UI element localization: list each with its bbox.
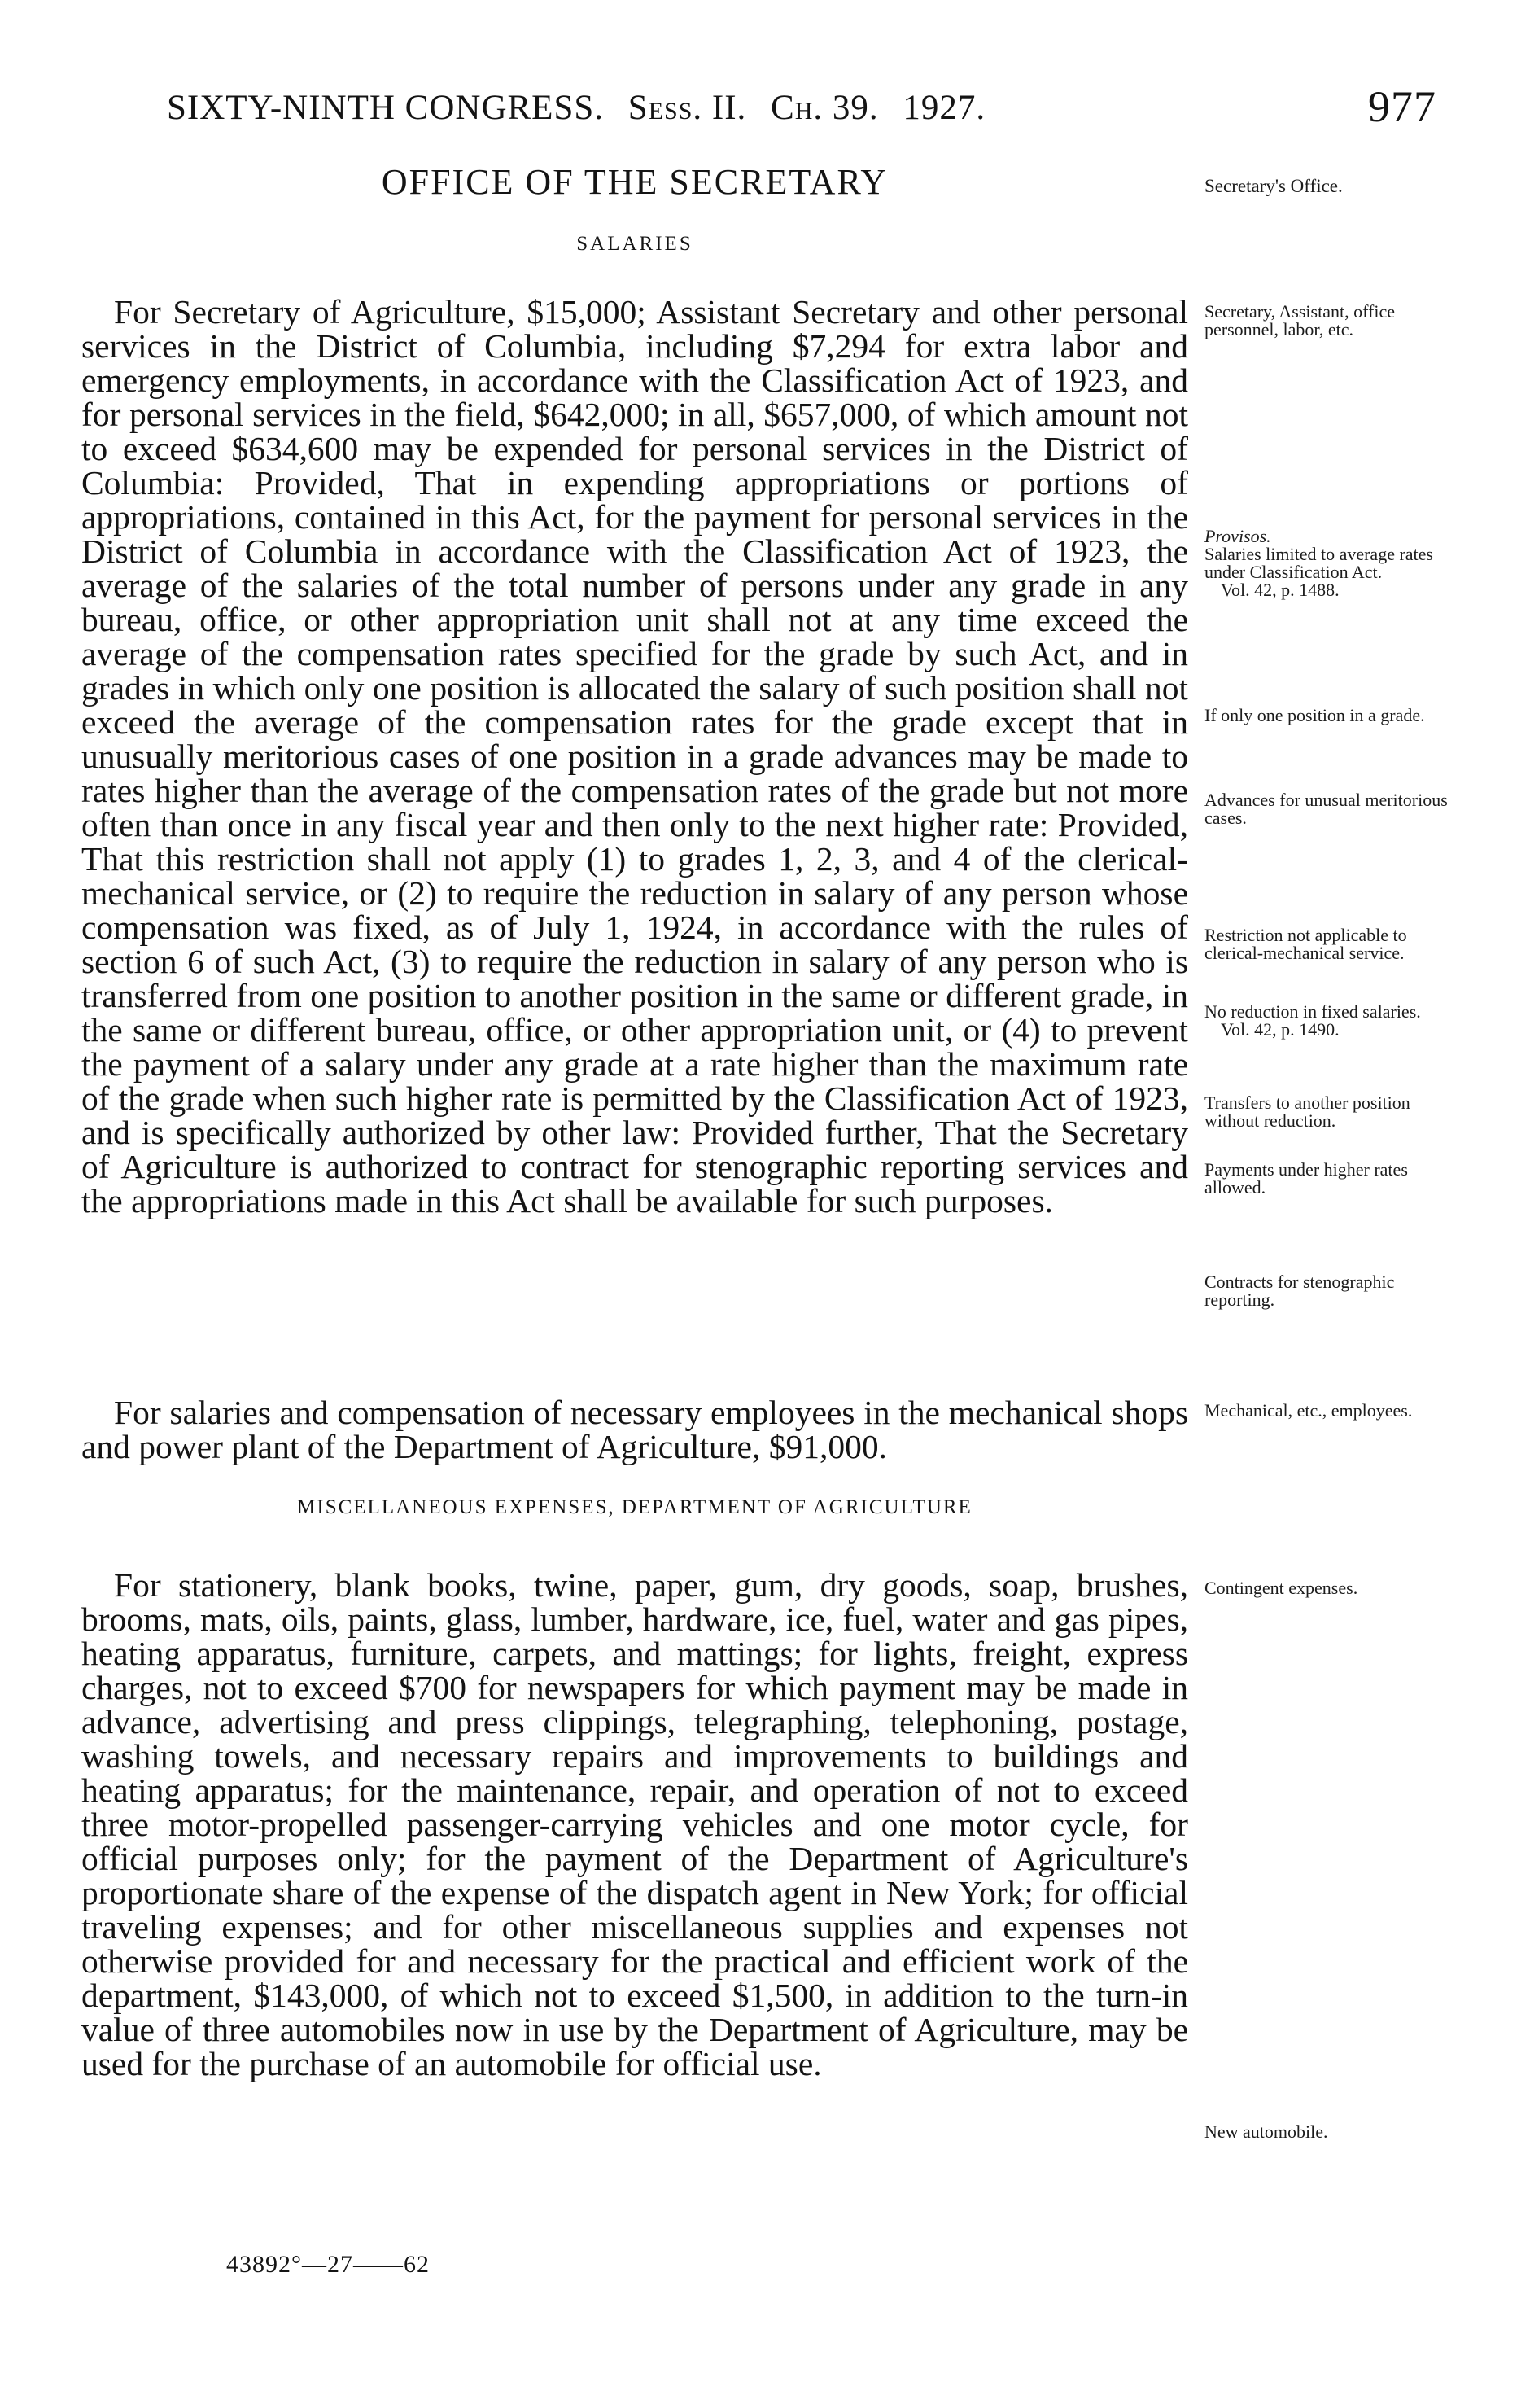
no-reduction-note: No reduction in fixed salaries. (1204, 1001, 1421, 1022)
salaries-paragraph: For Secretary of Agriculture, $15,000; Assistant Secretary and other personal services in the District of Columbia, including $7,294 for extra labor and emergency employments, in accordance with the Classification Act of 1923, and for personal services in the field, $642,000; in all, $657,000, of which amount not to exceed $634,600 may be expended for personal services in the District of Columbia: Provided, That in expending appropriations or portions of appropriations, contained in this Act, for the payment for personal services in the District of Columbia in accordance with the Classification Act of 1923, the average of the salaries of the total number of persons under any grade in any bureau, office, or other appropriation unit shall not at any time exceed the average of the compensation rates specified for the grade by such Act, and in grades in which only one position is allocated the salary of such position shall not exceed the average of the compensation rates for the grade except that in unusually meritorious cases of one position in a grade advances may be made to rates higher than the average of the compensation rates of the grade but not more often than once in any fiscal year and then only to the next higher rate: Provided, That this restriction shall not apply (1) to grades 1, 2, 3, and 4 of the clerical-mechanical service, or (2) to require the reduction in salary of any person whose compensation was fixed, as of July 1, 1924, in accordance with the rules of section 6 of such Act, (3) to require the reduction in salary of any person who is transferred from one position to another position in the same or different grade, in the same or different bureau, office, or other appropriation unit, or (4) to prevent the payment of a salary under any grade at a rate higher than the maximum rate of the grade when such higher rate is permitted by the Classification Act of 1923, and is specifically authorized by other law: Provided further, That the Secretary of Agriculture is authorized to contract for stenographic reporting services and the appropriations made in this Act shall be available for such purposes. (81, 293, 1188, 1219)
margin-note-contingent: Contingent expenses. (1204, 1578, 1358, 1598)
running-head-citation (167, 88, 1000, 128)
margin-note-mechanical: Mechanical, etc., employees. (1204, 1400, 1413, 1421)
margin-note-contracts: Contracts for stenographic reporting. (1204, 1272, 1395, 1310)
page-number: 977 (1368, 82, 1436, 131)
chapter-label: Ch. 39. (771, 89, 879, 127)
margin-note-secretary-staff: Secretary, Assistant, office personnel, labor, etc. (1204, 301, 1395, 339)
printer-signature: 43892°—27——62 (226, 2251, 430, 2278)
salaries-limited-reference: Vol. 42, p. 1488. (1221, 580, 1340, 600)
misc-expenses-paragraph: For stationery, blank books, twine, paper, gum, dry goods, soap, brushes, brooms, mats, oils, paints, glass, lumber, hardware, ice, fuel, water and gas pipes, heating apparatus, furniture, carpets, and mattings; for lights, freight, express charges, not to exceed $700 for newspapers for which payment may be made in advance, advertising and press clippings, telegraphing, telephoning, postage, washing towels, and necessary repairs and improvements to buildings and heating apparatus; for the maintenance, repair, and operation of not to exceed three motor-propelled passenger-carrying vehicles and one motor cycle, for official purposes only; for the payment of the Department of Agriculture's proportionate share of the expense of the dispatch agent in New York; for official traveling expenses; and for other miscellaneous supplies and expenses not otherwise provided for and necessary for the practical and efficient work of the department, $143,000, of which not to exceed $1,500, in addition to the turn-in value of three automobiles now in use by the Department of Agriculture, may be used for the purchase of an automobile for official use. (81, 1566, 1188, 2082)
margin-note-higher-rates: Payments under higher rates allowed. (1204, 1159, 1408, 1197)
margin-note-automobile: New automobile. (1204, 2121, 1328, 2142)
running-head (167, 82, 1436, 145)
salaries-section (81, 295, 1188, 1218)
no-reduction-reference: Vol. 42, p. 1490. (1221, 1019, 1340, 1040)
year-label: 1927. (903, 89, 986, 127)
misc-expenses-heading: MISCELLANEOUS EXPENSES, DEPARTMENT OF AGRICULTURE (297, 1496, 973, 1518)
margin-note-provisos (1204, 528, 1453, 599)
mechanical-section (81, 1395, 1188, 1464)
side-section-title: Secretary's Office. (1204, 176, 1343, 196)
margin-note-transfers: Transfers to another position without reduction. (1204, 1092, 1410, 1131)
session-label: Sess. II. (627, 89, 747, 127)
mechanical-paragraph: For salaries and compensation of necessary employees in the mechanical shops and power plant of the Department of Agriculture, $91,000. (81, 1394, 1188, 1465)
office-heading: OFFICE OF THE SECRETARY (381, 162, 889, 202)
misc-expenses-section (81, 1568, 1188, 2081)
margin-note-restriction: Restriction not applicable to clerical-mechanical service. (1204, 925, 1407, 963)
congress-label: SIXTY-NINTH CONGRESS. (167, 89, 605, 127)
provisos-label: Provisos. (1204, 526, 1271, 546)
salaries-heading: SALARIES (576, 233, 693, 255)
margin-note-one-position: If only one position in a grade. (1204, 705, 1425, 725)
margin-note-advances: Advances for unusual meritorious cases. (1204, 790, 1448, 828)
margin-note-no-reduction (1204, 1003, 1453, 1039)
salaries-limited-note: Salaries limited to average rates under Classification Act. (1204, 544, 1433, 582)
